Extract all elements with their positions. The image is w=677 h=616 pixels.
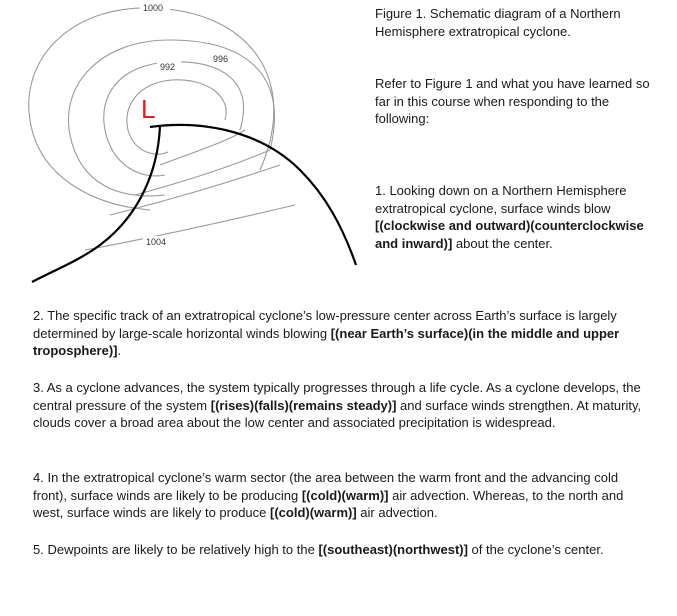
question-5 bbox=[33, 541, 643, 559]
question-4-choices-2: [(cold)(warm)] bbox=[270, 505, 357, 520]
isobar-1004 bbox=[85, 205, 295, 250]
isobar-label-1000: 1000 bbox=[143, 3, 164, 13]
question-3-suffix: and surface winds strengthen. At maturity, clouds cover a broad area about the low center and associated precipitation is widespread. bbox=[33, 397, 642, 430]
question-1 bbox=[375, 182, 665, 252]
question-1-prefix: 1. Looking down on a Northern Hemisphere extratropical cyclone, surface winds blow bbox=[375, 183, 627, 216]
cyclone-diagram bbox=[0, 0, 370, 290]
question-4-suffix: air advection. bbox=[356, 505, 438, 520]
intro-text: Refer to Figure 1 and what you have learned so far in this course when responding to the following: bbox=[375, 76, 650, 126]
question-3 bbox=[33, 379, 643, 432]
question-3-prefix: 3. As a cyclone advances, the system typically progresses through a life cycle. As a cyclone develops, the central pressure of the system bbox=[33, 380, 641, 413]
isobar-south-3 bbox=[160, 130, 245, 165]
question-5-choices: [(southeast)(northwest)] bbox=[318, 542, 468, 557]
figure-caption: Figure 1. Schematic diagram of a Northern Hemisphere extratropical cyclone. bbox=[375, 6, 621, 39]
question-1-suffix: about the center. bbox=[452, 235, 553, 251]
question-4 bbox=[33, 469, 643, 522]
question-4-choices-1: [(cold)(warm)] bbox=[301, 487, 389, 503]
cold-front bbox=[150, 125, 356, 265]
question-2-suffix: . bbox=[117, 343, 122, 358]
question-2 bbox=[33, 307, 643, 360]
isobar-label-996: 996 bbox=[213, 54, 229, 64]
isobar-label-992: 992 bbox=[160, 62, 176, 72]
question-2-choices: [(near Earth’s surface)(in the middle and upper troposphere)] bbox=[33, 325, 620, 358]
question-2-prefix: 2. The specific track of an extratropical cyclone’s low-pressure center across Earth’s surface is largely determined by large-scale horizontal winds blowing bbox=[33, 308, 617, 341]
question-5-suffix: of the cyclone’s center. bbox=[467, 542, 604, 557]
question-5-prefix: 5. Dewpoints are likely to be relatively high to the bbox=[33, 542, 319, 557]
low-pressure-symbol: L bbox=[141, 94, 156, 124]
question-4-middle: air advection. Whereas, to the north and west, surface winds are likely to produce bbox=[33, 487, 624, 520]
question-4-prefix: 4. In the extratropical cyclone’s warm sector (the area between the warm front and the advancing cold front), surface winds are likely to be producing bbox=[33, 470, 619, 503]
isobar-992 bbox=[104, 62, 244, 176]
isobar-label-1004: 1004 bbox=[146, 237, 167, 247]
question-3-choices: [(rises)(falls)(remains steady)] bbox=[210, 397, 397, 413]
question-1-choices: [(clockwise and outward)(counterclockwise and inward)] bbox=[375, 218, 644, 251]
